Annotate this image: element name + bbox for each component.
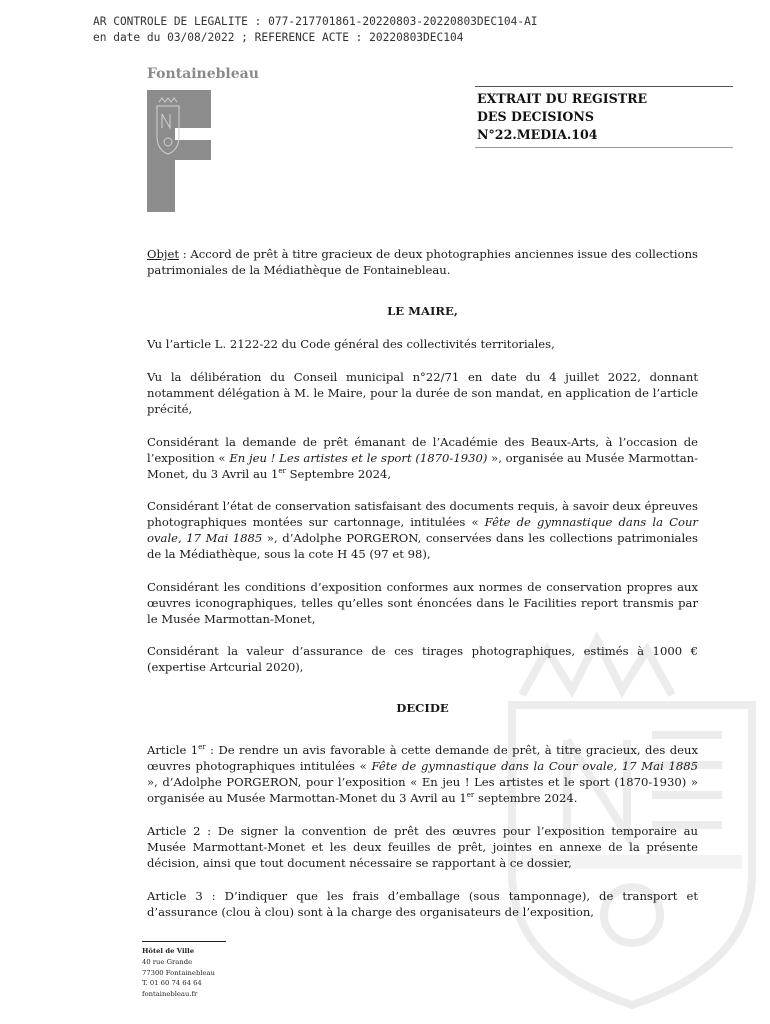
vu-deliberation-paragraph: Vu la délibération du Conseil municipal n°22/71 en date du 4 juillet 2022, donnant notamment délégation à M. le Maire, pour la durée de son mandat, en application de l’article précité, — [147, 370, 698, 416]
register-line-1: EXTRAIT DU REGISTRE — [477, 91, 648, 106]
a1-sup-2: er — [466, 791, 475, 800]
objet-label: Objet — [147, 247, 180, 261]
objet-paragraph — [147, 246, 698, 278]
c2-text-b: », d’Adolphe PORGERON, conservées dans les collections patrimoniales de la Médiathèque, sous la cote H 45 (97 et 98), — [147, 531, 698, 561]
le-maire-heading: LE MAIRE, — [387, 304, 458, 318]
vu-article-paragraph: Vu l’article L. 2122-22 du Code général des collectivités territoriales, — [147, 337, 555, 351]
logo-wordmark: Fontainebleau — [147, 66, 259, 82]
c1-text-c: Septembre 2024, — [285, 467, 392, 481]
considerant-conditions-paragraph: Considérant les conditions d’exposition conformes aux normes de conservation propres aux œuvres iconographiques, telles qu’elles sont énoncées dans le Facilities report transmis par le Musée Marmottan-Monet, — [147, 580, 698, 626]
considerant-demande-paragraph — [147, 434, 698, 482]
article-3: Article 3 : D’indiquer que les frais d’emballage (sous tamponnage), de transport et d’assurance (clou à clou) sont à la charge des organisateurs de l’exposition, — [147, 889, 698, 919]
footer-address — [142, 941, 226, 1000]
footer-address-line-1: 40 rue Grande — [142, 957, 193, 966]
legality-stamp — [93, 14, 538, 46]
a1-text-a: : De rendre un avis favorable à cette demande de prêt, à titre gracieux, des deux œuvres photographiques intitulées « — [147, 743, 699, 773]
c1-text-a: Considérant la demande de prêt émanant de l’Académie des Beaux-Arts, à l’occasion de l’exposition « — [147, 435, 698, 465]
decision-body — [147, 246, 698, 920]
a1-photo-title: Fête de gymnastique dans la Cour ovale, 17 Mai 1885 — [371, 759, 698, 773]
c1-text-b: », organisée au Musée Marmottan-Monet, du 3 Avril au 1 — [147, 451, 698, 481]
register-line-2: DES DECISIONS — [477, 109, 594, 124]
footer-address-line-2: 77300 Fontainebleau — [142, 968, 215, 977]
footer-phone: T. 01 60 74 64 64 — [142, 979, 202, 988]
stamp-line-1: AR CONTROLE DE LEGALITE : 077-217701861-20220803-20220803DEC104-AI — [93, 15, 538, 28]
a1-label: Article 1 — [147, 743, 199, 757]
a1-text-c: septembre 2024. — [474, 791, 578, 805]
register-header — [475, 86, 733, 148]
photo-title: Fête de gymnastique dans la Cour ovale, 17 Mai 1885 — [147, 515, 698, 545]
a1-sup: er — [198, 743, 206, 752]
a1-text-b: », d’Adolphe PORGERON, pour l’exposition « En jeu ! Les artistes et le sport (1870-1930) » organisée au Musée Marmottan-Monet du 3 Avril au 1 — [147, 775, 698, 805]
footer-title: Hôtel de Ville — [142, 947, 195, 955]
objet-text: : Accord de prêt à titre gracieux de deux photographies anciennes issue des collections patrimoniales de la Médiathèque de Fontainebleau. — [147, 247, 698, 277]
c1-sup: er — [278, 467, 286, 476]
exhibition-title: En jeu ! Les artistes et le sport (1870-1930) — [229, 451, 488, 465]
considerant-etat-paragraph — [147, 498, 698, 562]
c2-text-a: Considérant l’état de conservation satisfaisant des documents requis, à savoir deux épreuves photographiques montées sur cartonnage, intitulées « — [147, 499, 698, 529]
fontainebleau-coat-of-arms-icon — [147, 90, 211, 212]
footer-website: fontainebleau.fr — [142, 990, 198, 999]
considerant-valeur-paragraph: Considérant la valeur d’assurance de ces tirages photographiques, estimés à 1000 € (expertise Artcurial 2020), — [147, 644, 698, 674]
decide-heading: DECIDE — [396, 701, 449, 715]
article-1 — [147, 742, 698, 806]
article-2: Article 2 : De signer la convention de prêt des œuvres pour l’exposition temporaire au Musée Marmottant-Monet et les deux feuilles de prêt, jointes en annexe de la présente décision, ainsi que tout document nécessaire se rapportant à ce dossier, — [147, 824, 698, 870]
decision-number: N°22.MEDIA.104 — [477, 127, 598, 142]
stamp-line-2: en date du 03/08/2022 ; REFERENCE ACTE : 20220803DEC104 — [93, 31, 464, 44]
